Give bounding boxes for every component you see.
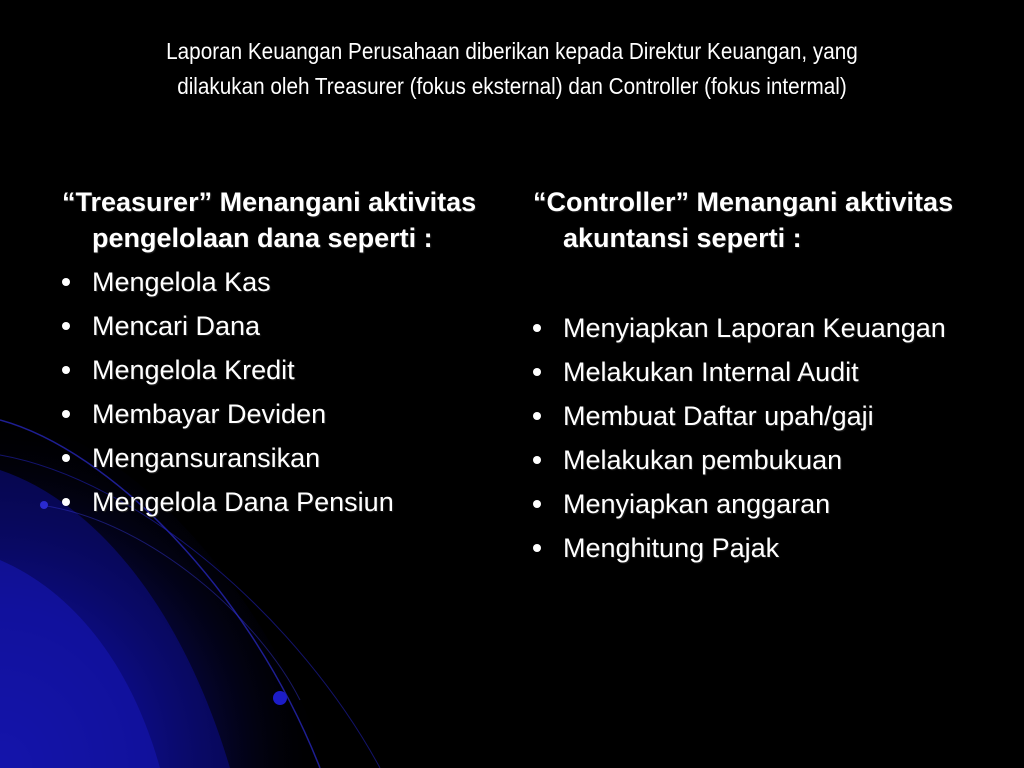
list-item-label: Mencari Dana xyxy=(92,311,261,341)
bullet-icon xyxy=(533,544,541,552)
title-line-1: Laporan Keuangan Perusahaan diberikan kepada Direktur Keuangan, yang xyxy=(166,38,858,64)
list-item xyxy=(62,484,502,520)
bullet-icon xyxy=(533,456,541,464)
bullet-icon xyxy=(533,500,541,508)
controller-column xyxy=(533,184,993,574)
list-item xyxy=(533,310,993,346)
treasurer-heading: “Treasurer” Menangani aktivitas pengelolaan dana seperti : xyxy=(62,187,477,253)
controller-heading: “Controller” Menangani aktivitas akuntansi seperti : xyxy=(533,187,954,253)
decoration-dot xyxy=(40,501,48,509)
list-item xyxy=(62,352,502,388)
treasurer-column xyxy=(62,184,502,528)
list-item-label: Melakukan Internal Audit xyxy=(563,357,859,387)
bullet-icon xyxy=(533,412,541,420)
slide-title xyxy=(87,34,937,104)
bullet-icon xyxy=(62,278,70,286)
title-line-2: dilakukan oleh Treasurer (fokus eksternal) dan Controller (fokus intermal) xyxy=(177,73,847,99)
bullet-icon xyxy=(533,324,541,332)
list-item-label: Mengelola Kredit xyxy=(92,355,295,385)
bullet-icon xyxy=(62,454,70,462)
list-item-label: Menyiapkan Laporan Keuangan xyxy=(563,313,946,343)
list-item-label: Melakukan pembukuan xyxy=(563,445,843,475)
list-item xyxy=(533,354,993,390)
list-item-label: Membayar Deviden xyxy=(92,399,327,429)
bullet-icon xyxy=(62,366,70,374)
list-item xyxy=(533,442,993,478)
list-item-label: Mengelola Dana Pensiun xyxy=(92,487,394,517)
list-item-label: Menyiapkan anggaran xyxy=(563,489,831,519)
treasurer-list xyxy=(62,264,502,520)
list-item-label: Mengelola Kas xyxy=(92,267,271,297)
list-item xyxy=(62,396,502,432)
list-item-label: Mengansuransikan xyxy=(92,443,321,473)
bullet-icon xyxy=(533,368,541,376)
list-item-label: Menghitung Pajak xyxy=(563,533,780,563)
list-item xyxy=(62,264,502,300)
list-item xyxy=(62,308,502,344)
bullet-icon xyxy=(62,410,70,418)
bullet-icon xyxy=(62,498,70,506)
list-item xyxy=(533,486,993,522)
decoration-dot xyxy=(273,691,287,705)
list-spacer xyxy=(533,264,993,310)
list-item-label: Membuat Daftar upah/gaji xyxy=(563,401,874,431)
controller-list xyxy=(533,310,993,566)
bullet-icon xyxy=(62,322,70,330)
list-item xyxy=(62,440,502,476)
list-item xyxy=(533,398,993,434)
list-item xyxy=(533,530,993,566)
